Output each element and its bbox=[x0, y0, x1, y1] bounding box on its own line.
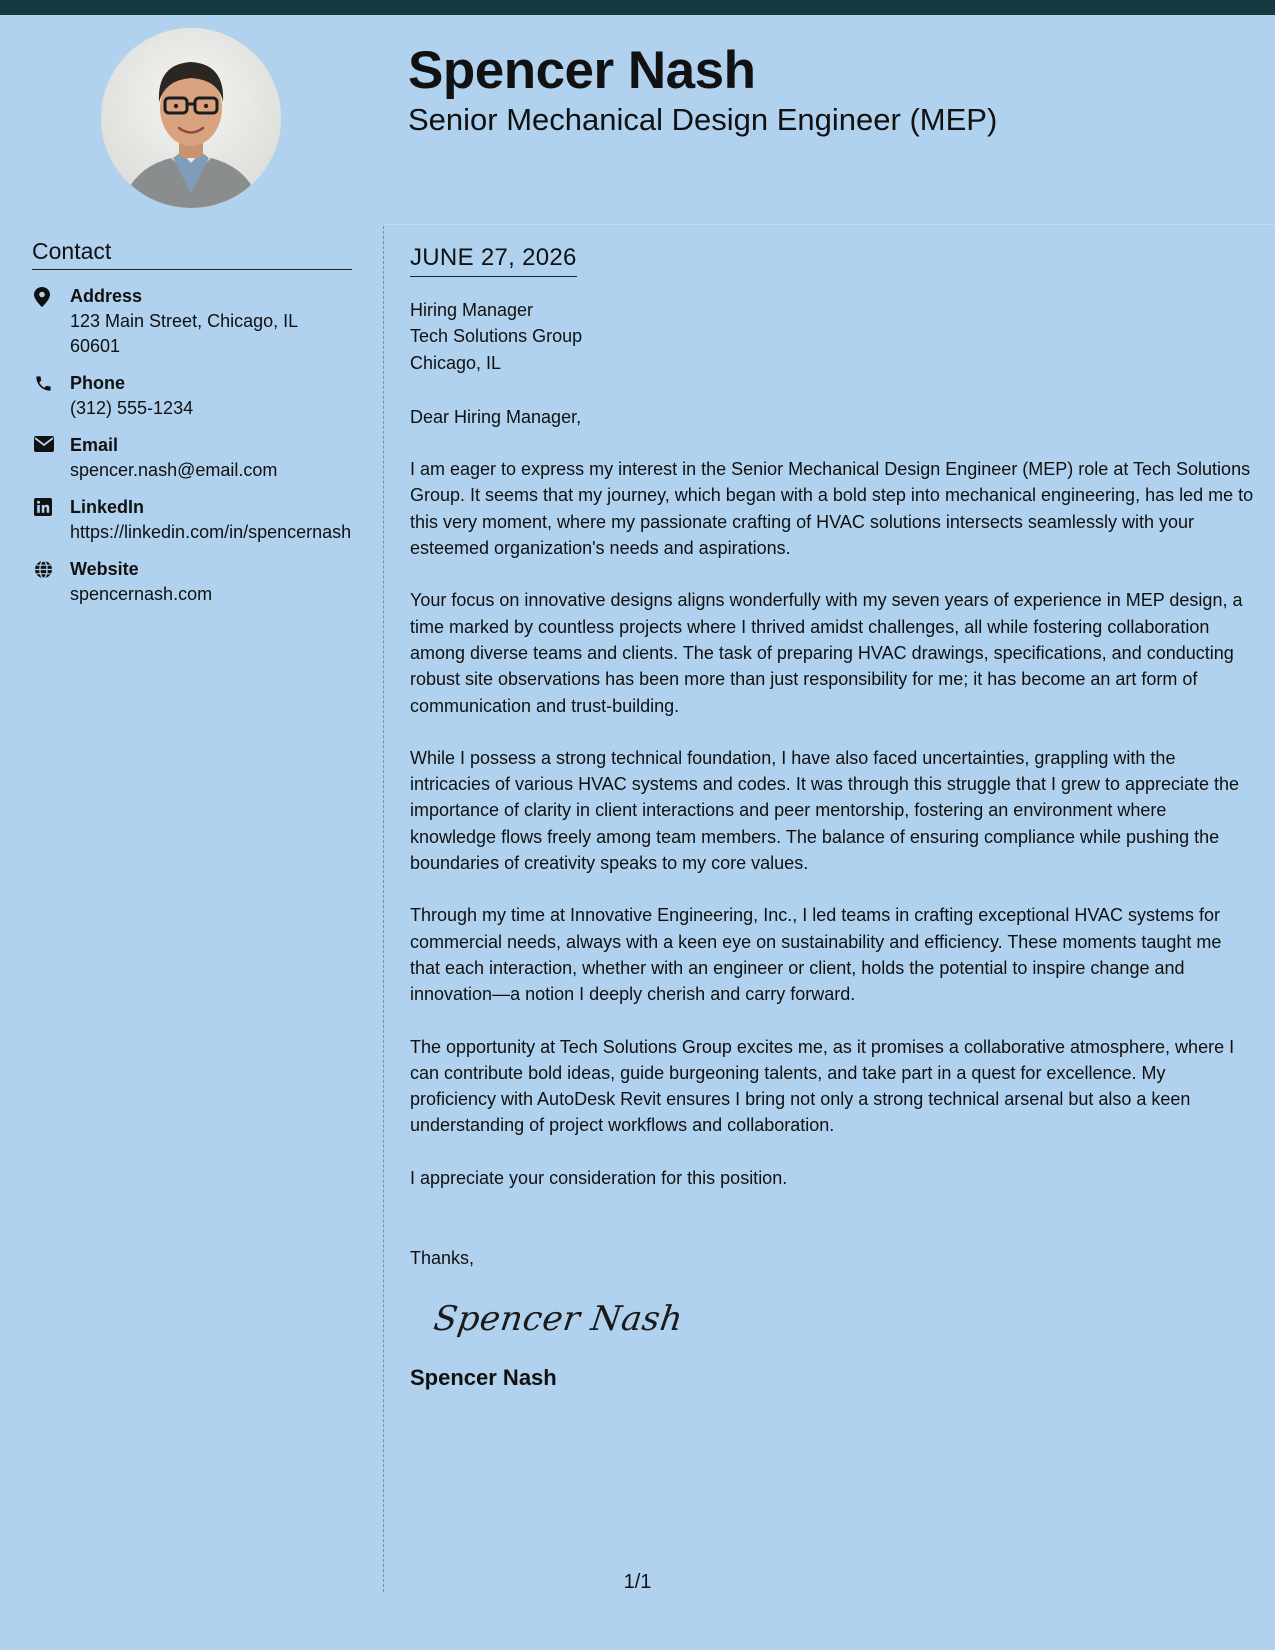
letter-paragraph: I am eager to express my interest in the Senior Mechanical Design Engineer (MEP) role at Tech Solutions Group. It seems that my journey, which began with a bold step into mechanical engineering, has led me to this very moment, where my passionate crafting of HVAC solutions intersects seamlessly with your esteemed organization's needs and aspirations. bbox=[410, 459, 1254, 559]
website-value[interactable]: spencernash.com bbox=[70, 584, 213, 604]
contact-item-website bbox=[32, 557, 352, 607]
letter-date: JUNE 27, 2026 bbox=[410, 242, 577, 277]
contact-label: Phone bbox=[70, 373, 126, 393]
letter-body bbox=[410, 242, 1255, 1392]
globe-icon bbox=[32, 557, 70, 607]
letter-paragraph: The opportunity at Tech Solutions Group excites me, as it promises a collaborative atmosphere, where I can contribute bold ideas, guide burgeoning talents, and take part in a quest for excellence. My proficiency with AutoDesk Revit ensures I bring not only a strong technical arsenal but also a keen understanding of project workflows and collaboration. bbox=[410, 1036, 1235, 1136]
top-accent-bar bbox=[0, 0, 1275, 15]
signed-name: Spencer Nash bbox=[410, 1365, 557, 1391]
recipient-line: Chicago, IL bbox=[410, 352, 502, 373]
contact-sidebar bbox=[32, 238, 352, 619]
letter-paragraph: Through my time at Innovative Engineering, Inc., I led teams in crafting exceptional HVAC systems for commercial needs, always with a keen eye on sustainability and efficiency. These moments taught me that each interaction, whether with an engineer or client, holds the potential to inspire change and innovation—a notion I deeply cherish and carry forward. bbox=[410, 905, 1222, 1005]
candidate-title: Senior Mechanical Design Engineer (MEP) bbox=[408, 102, 998, 137]
contact-item-address bbox=[32, 284, 352, 359]
page-number: 1/1 bbox=[623, 1571, 652, 1593]
recipient-line: Tech Solutions Group bbox=[410, 326, 583, 347]
contact-label: Address bbox=[70, 286, 143, 306]
contact-item-linkedin bbox=[32, 495, 352, 545]
contact-item-email bbox=[32, 433, 352, 483]
phone-value[interactable]: (312) 555-1234 bbox=[70, 398, 194, 418]
letter-paragraph: Your focus on innovative designs aligns wonderfully with my seven years of experience in MEP design, a time marked by countless projects where I thrived amidst challenges, all while fostering collaboration among diverse teams and clients. The task of preparing HVAC drawings, specifications, and conducting robust site observations has been more than just responsibility for me; it has become an art form of communication and trust-building. bbox=[410, 590, 1243, 716]
linkedin-icon bbox=[32, 495, 70, 545]
address-value: 123 Main Street, Chicago, IL 60601 bbox=[70, 311, 298, 356]
signoff: Thanks, bbox=[410, 1248, 475, 1269]
contact-label: Email bbox=[70, 435, 119, 455]
phone-icon bbox=[32, 371, 70, 421]
contact-label: LinkedIn bbox=[70, 497, 145, 517]
closing-line: I appreciate your consideration for this position. bbox=[410, 1167, 788, 1188]
linkedin-value[interactable]: https://linkedin.com/in/spencernash bbox=[70, 522, 352, 542]
profile-photo bbox=[101, 28, 281, 208]
map-pin-icon bbox=[32, 284, 70, 359]
email-value[interactable]: spencer.nash@email.com bbox=[70, 460, 278, 480]
recipient-block bbox=[410, 297, 1255, 376]
header-divider bbox=[384, 224, 1275, 225]
salutation: Dear Hiring Manager, bbox=[410, 406, 582, 427]
candidate-name: Spencer Nash bbox=[408, 41, 756, 100]
letter-paragraph: While I possess a strong technical foundation, I have also faced uncertainties, grappling with the intricacies of various HVAC systems and codes. It was through this struggle that I grew to appreciate the importance of clarity in client interactions and peer mentorship, fostering an environment where knowledge flows freely among team members. The balance of ensuring compliance while pushing the boundaries of creativity speaks to my core values. bbox=[410, 747, 1240, 874]
column-divider bbox=[383, 226, 384, 1592]
handwritten-signature: Spencer Nash bbox=[431, 1299, 686, 1340]
recipient-line: Hiring Manager bbox=[410, 300, 534, 320]
envelope-icon bbox=[32, 433, 70, 483]
contact-item-phone bbox=[32, 371, 352, 421]
contact-label: Website bbox=[70, 559, 139, 579]
contact-list bbox=[32, 284, 352, 607]
contact-heading: Contact bbox=[32, 238, 352, 270]
